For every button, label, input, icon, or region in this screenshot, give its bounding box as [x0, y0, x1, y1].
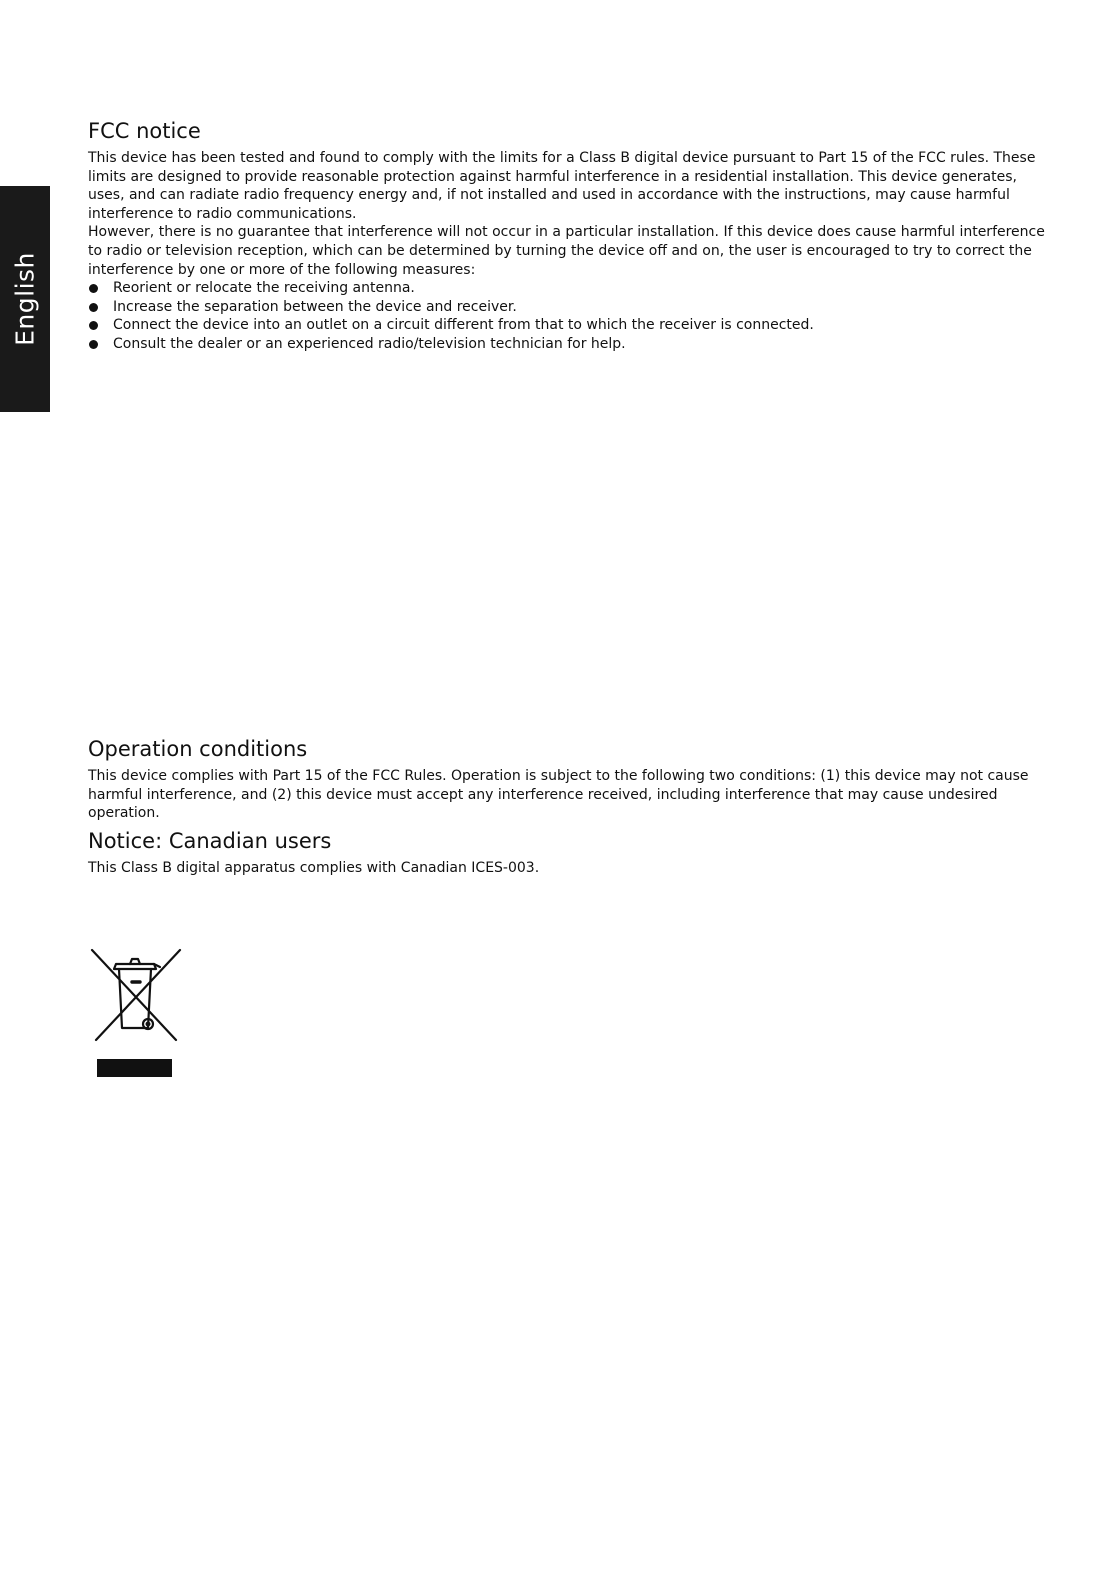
operation-conditions-heading: Operation conditions: [88, 737, 308, 761]
bullet-icon: [89, 284, 98, 293]
bullet-icon: [89, 340, 98, 349]
fcc-notice-heading: FCC notice: [88, 119, 201, 143]
canadian-users-section: [88, 829, 1048, 878]
fcc-compliance-paragraph: This device has been tested and found to comply with the limits for a Class B digital device pursuant to Part 15 of the FCC rules. These limits are designed to provide reasonable protection against harmful interference in a residential installation. This device generates, uses, and can radiate radio frequency energy and, if not installed and used in accordance with the instructions, may cause harmful interference to radio communications.: [88, 150, 1036, 222]
measure-text: Consult the dealer or an experienced radio/television technician for help.: [113, 335, 626, 352]
language-label: English: [10, 252, 40, 346]
measure-text: Reorient or relocate the receiving antenna.: [113, 280, 415, 297]
operation-conditions-text: This device complies with Part 15 of the FCC Rules. Operation is subject to the following two conditions: (1) this device may not cause harmful interference, and (2) this device must accept any interference received, including interference that may cause undesired operation.: [88, 768, 1029, 822]
fcc-notice-section: [88, 119, 1048, 354]
measure-text: Increase the separation between the device and receiver.: [113, 298, 517, 315]
measure-text: Connect the device into an outlet on a circuit different from that to which the receiver is connected.: [113, 317, 814, 334]
interference-measures-list: [88, 279, 1048, 353]
list-item: [88, 298, 1048, 317]
fcc-interference-paragraph: However, there is no guarantee that interference will not occur in a particular installation. If this device does cause harmful interference to radio or television reception, which can be determined by turning the device off and on, the user is encouraged to try to correct the interference by one or more of the following measures:: [88, 224, 1045, 278]
list-item: [88, 279, 1048, 298]
list-item: [88, 316, 1048, 335]
crossed-out-wheelie-bin-icon: [88, 948, 184, 1080]
list-item: [88, 335, 1048, 354]
canadian-users-heading: Notice: Canadian users: [88, 829, 332, 853]
bullet-icon: [89, 303, 98, 312]
canadian-users-text: This Class B digital apparatus complies with Canadian ICES-003.: [88, 860, 540, 876]
operation-conditions-section: [88, 737, 1048, 823]
language-side-tab: [0, 186, 50, 412]
bullet-icon: [89, 321, 98, 330]
